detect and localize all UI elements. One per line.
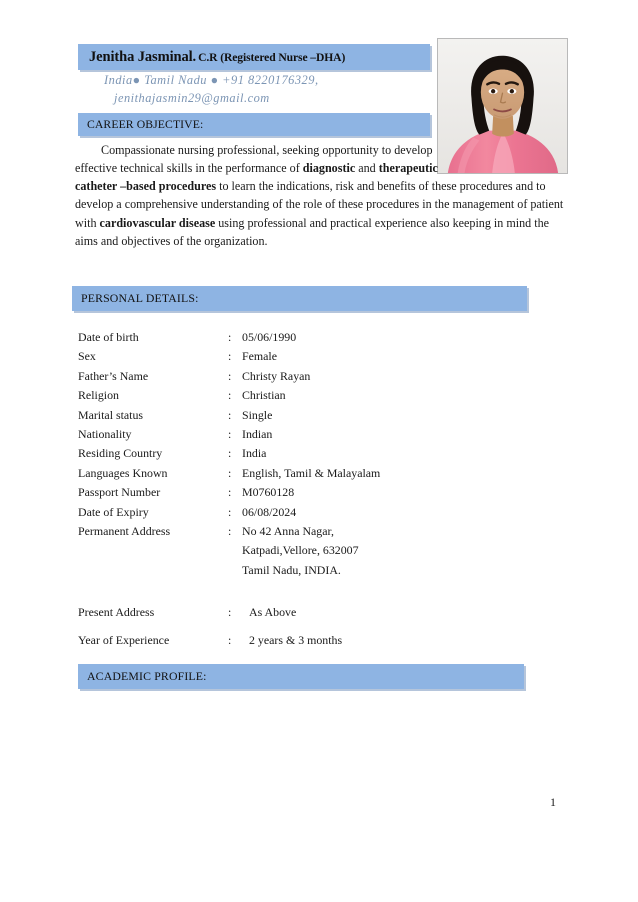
personal-details-separator: : (228, 485, 232, 500)
personal-details-separator-spacer (228, 541, 238, 560)
objective-emphasis-5: cardiovascular disease (99, 215, 216, 230)
personal-details-label: Residing Country (78, 446, 163, 461)
personal-details-heading-bar (72, 286, 527, 311)
personal-details-value: India (242, 446, 267, 461)
personal-details-label: Sex (78, 349, 96, 364)
personal-details-row (78, 406, 478, 425)
personal-details-row (78, 603, 478, 622)
objective-emphasis-1: diagnostic (302, 161, 356, 176)
personal-details-row (78, 367, 478, 386)
personal-details-label: Nationality (78, 427, 132, 442)
objective-run-0: Compassionate nursing professional, seeking opportunity to develop effective technical skills in the performance of (75, 143, 433, 176)
personal-details-separator: : (228, 446, 232, 461)
personal-details-row (78, 328, 478, 347)
personal-details-row (78, 522, 478, 541)
personal-details-separator: : (228, 349, 232, 364)
academic-profile-heading-bar (78, 664, 524, 689)
personal-details-label: Year of Experience (78, 632, 170, 647)
personal-details-separator: : (228, 605, 232, 620)
personal-details-row (78, 483, 478, 502)
personal-details-separator-spacer (228, 561, 238, 580)
personal-details-separator: : (228, 465, 232, 480)
personal-details-label: Passport Number (78, 485, 161, 500)
personal-details-label: Religion (78, 388, 119, 403)
personal-details-separator: : (228, 368, 232, 383)
personal-details-separator: : (228, 524, 232, 539)
personal-details-value: Christy Rayan (242, 368, 311, 383)
personal-details-separator: : (228, 330, 232, 344)
personal-details-row (78, 386, 478, 405)
page-number: 1 (550, 795, 556, 809)
personal-details-value: Female (242, 349, 277, 364)
personal-details-separator: : (228, 632, 232, 647)
objective-run-2: and (355, 161, 379, 176)
contact-line-location-phone: India● Tamil Nadu ● +91 8220176329, (104, 73, 319, 87)
personal-details-value: Katpadi,Vellore, 632007 (242, 543, 359, 558)
personal-details-value: No 42 Anna Nagar, (242, 524, 334, 539)
personal-details-address-continuation (78, 541, 478, 560)
applicant-credentials: C.R (Registered Nurse –DHA) (198, 51, 346, 64)
name-header-bar (78, 44, 430, 70)
personal-details-separator: : (228, 407, 232, 422)
personal-details-label-spacer (78, 541, 228, 560)
personal-details-row (78, 347, 478, 366)
personal-details-value: 05/06/1990 (242, 330, 297, 344)
photo-text-wrap-spacer (447, 141, 565, 173)
personal-details-value: Christian (242, 388, 286, 403)
personal-details-separator: : (228, 388, 232, 403)
objective-emphasis-3: therapeutic catheter –based procedures (75, 161, 438, 194)
career-objective-heading: CAREER OBJECTIVE: (87, 118, 204, 131)
personal-details-value: Single (242, 407, 273, 422)
personal-details-label: Permanent Address (78, 524, 171, 539)
personal-details-label: Present Address (78, 605, 155, 620)
personal-details-row (78, 425, 478, 444)
personal-details-value: As Above (249, 605, 297, 620)
academic-profile-heading: ACADEMIC PROFILE: (87, 669, 207, 683)
career-objective-paragraph (75, 141, 565, 250)
personal-details-row (78, 444, 478, 463)
personal-details-label: Marital status (78, 407, 144, 422)
personal-details-row (78, 631, 478, 650)
personal-details-label: Languages Known (78, 465, 168, 480)
personal-details-value: English, Tamil & Malayalam (242, 465, 381, 480)
personal-details-label: Father’s Name (78, 368, 149, 383)
personal-details-address-continuation (78, 561, 478, 580)
personal-details-value: Tamil Nadu, INDIA. (242, 562, 341, 577)
personal-details-separator: : (228, 427, 232, 442)
personal-details-row (78, 503, 478, 522)
personal-details-label-spacer (78, 561, 228, 580)
personal-details-gap (78, 580, 478, 603)
personal-details-label: Date of Expiry (78, 504, 149, 519)
personal-details-separator: : (228, 504, 232, 519)
contact-block (104, 72, 434, 108)
personal-details-value: M0760128 (242, 485, 295, 500)
personal-details-table (78, 328, 478, 658)
objective-run-6: using professional and practical experience also keeping in mind the aims and objectives of the organization. (75, 215, 550, 248)
personal-details-value: 06/08/2024 (242, 504, 297, 519)
personal-details-value: Indian (242, 427, 273, 442)
career-objective-heading-bar (78, 113, 430, 136)
personal-details-label: Date of birth (78, 330, 139, 344)
applicant-name: Jenitha Jasminal. (89, 49, 197, 65)
objective-run-4: to learn the indications, risk and benefits of these procedures and to develop a comprehensive understanding of the role of these procedures in the management of patient with (75, 179, 564, 230)
contact-line-email: jenithajasmin29@gmail.com (114, 90, 270, 105)
personal-details-row (78, 464, 478, 483)
personal-details-value: 2 years & 3 months (249, 632, 343, 647)
personal-details-heading: PERSONAL DETAILS: (81, 291, 199, 305)
